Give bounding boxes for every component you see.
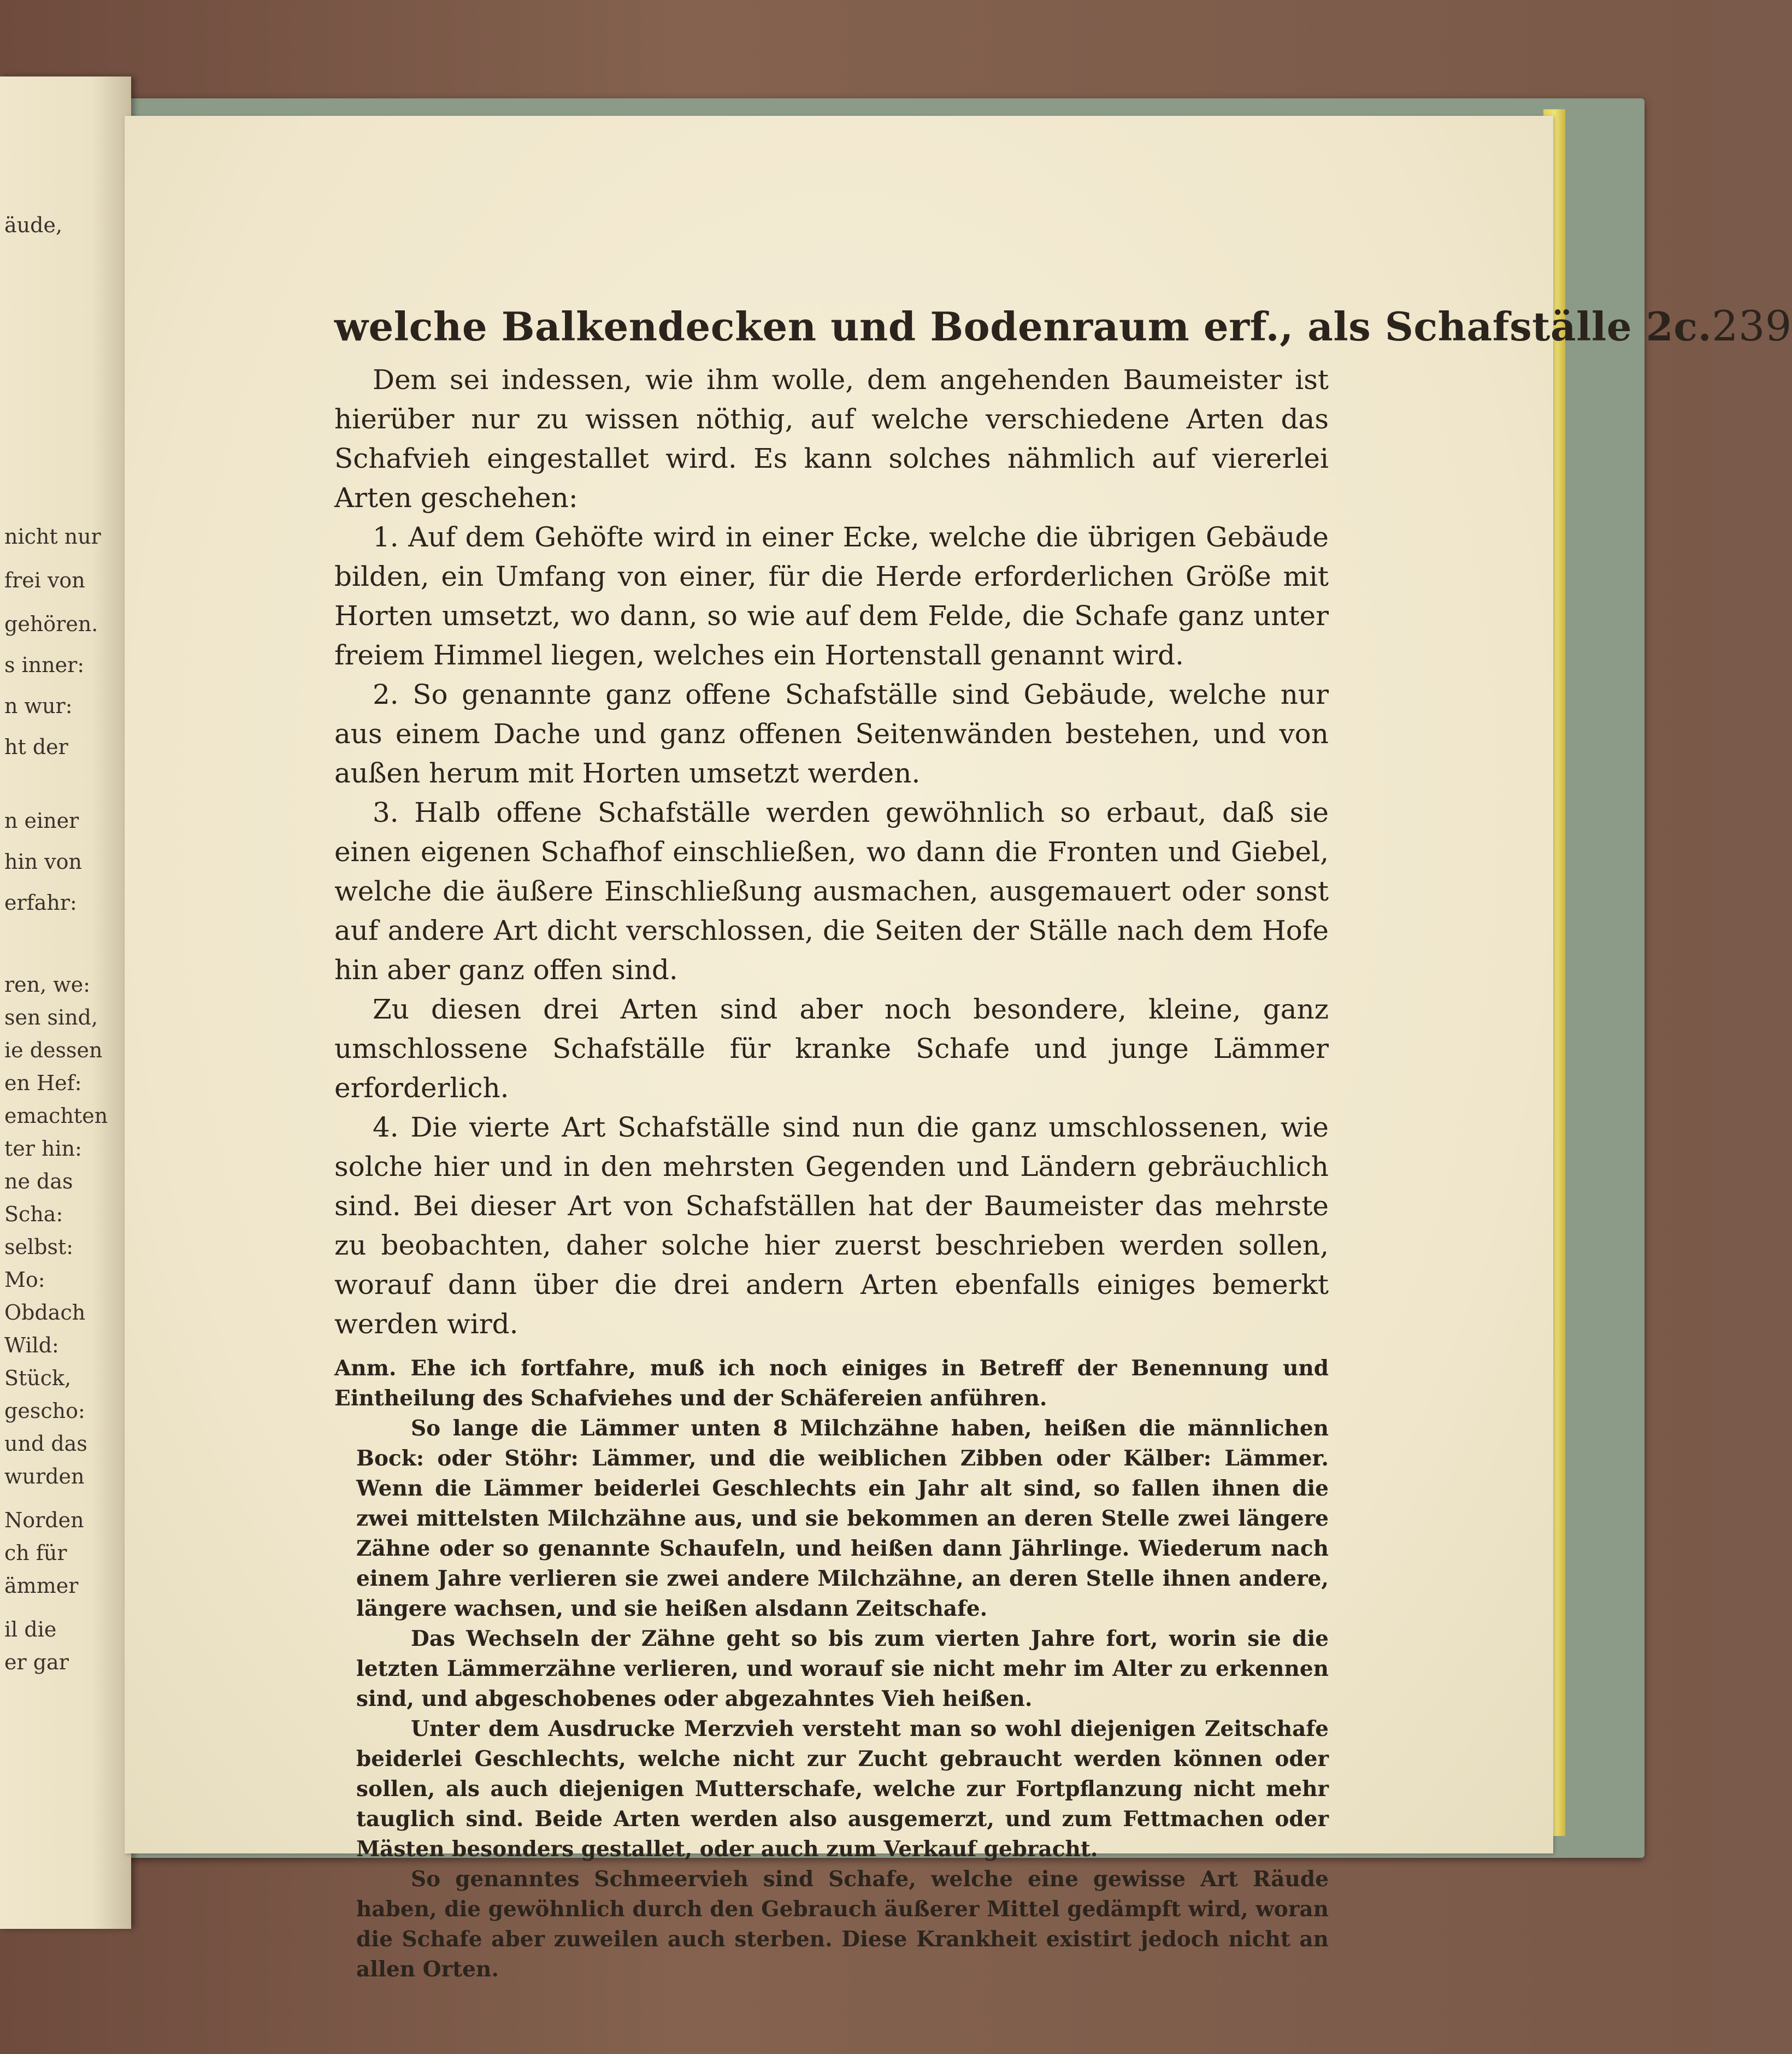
note-body [334, 1414, 1329, 1985]
left-page-fragment: ämmer [4, 1574, 79, 1598]
left-page-fragment: Stück, [4, 1366, 72, 1390]
left-page-fragment: frei von [4, 568, 85, 592]
left-page-fragment: n wur: [4, 694, 73, 718]
left-page-fragment: ch für [4, 1541, 67, 1565]
left-page-fragment: nicht nur [4, 525, 101, 549]
left-page-fragment: s inner: [4, 653, 85, 677]
left-page-fragment: Mo: [4, 1268, 45, 1292]
left-page-fragment: Scha: [4, 1202, 63, 1226]
left-page-fragment: Wild: [4, 1333, 59, 1357]
page-text [334, 302, 1792, 1985]
left-page-fragment: Norden [4, 1508, 84, 1532]
left-page-fragment: äude, [4, 213, 63, 237]
left-page-fragment: ter hin: [4, 1137, 82, 1161]
left-page-fragment: gehören. [4, 612, 98, 636]
paragraph: Dem sei indessen, wie ihm wolle, dem angehenden Baumeister ist hierüber nur zu wissen nöthig, auf welche verschiedene Arten das Schafvieh eingestallet wird. Es kann solches nähmlich auf viererlei Arten geschehen: [334, 364, 1329, 514]
left-page-fragment: ne das [4, 1169, 73, 1193]
paragraph: 3. Halb offene Schafställe werden gewöhnlich so erbaut, daß sie einen eigenen Schafhof einschließen, wo dann die Fronten und Giebel, welche die äußere Einschließung ausmachen, ausgemauert oder sonst auf andere Art dicht verschlossen, die Seiten der Ställe nach dem Hofe hin aber ganz offen sind. [334, 797, 1329, 986]
left-page-fragment: il die [4, 1617, 57, 1641]
paragraph: 4. Die vierte Art Schafställe sind nun die ganz umschlossenen, wie solche hier und in den mehrsten Gegenden und Ländern gebräuchlich sind. Bei dieser Art von Schafställen hat der Baumeister das mehrste zu beobachten, daher solche hier zuerst beschrieben werden sollen, worauf dann über die drei andern Arten ebenfalls einiges bemerkt werden wird. [334, 1111, 1329, 1340]
paragraph: Zu diesen drei Arten sind aber noch besondere, kleine, ganz umschlossene Schafställe für kranke Schafe und junge Lämmer erforderlich. [334, 993, 1329, 1104]
left-page-fragment: Obdach [4, 1300, 86, 1325]
running-header [334, 302, 1792, 350]
left-page-fragment: sen sind, [4, 1005, 98, 1029]
note-paragraph: Das Wechseln der Zähne geht so bis zum vierten Jahre fort, worin sie die letzten Lämmerzähne verlieren, und worauf sie nicht mehr im Alter zu erkennen sind, und abgeschobenes oder abgezahntes Vieh heißen. [356, 1626, 1329, 1711]
header-title: welche Balkendecken und Bodenraum erf., als Schafställe 2c. [334, 303, 1712, 350]
left-page-fragment: wurden [4, 1464, 85, 1488]
left-page-fragment: hin von [4, 850, 82, 874]
left-page-fragment: en Hef: [4, 1071, 82, 1095]
left-page-fragment: er gar [4, 1650, 69, 1674]
note-paragraph: So genanntes Schmeervieh sind Schafe, welche eine gewisse Art Räude haben, die gewöhnlich durch den Gebrauch äußerer Mittel gedämpft wird, woran die Schafe aber zuweilen auch sterben. Diese Krankheit existirt jedoch nicht an allen Orten. [356, 1867, 1329, 1982]
note-paragraph: So lange die Lämmer unten 8 Milchzähne haben, heißen die männlichen Bock: oder Stöhr: Lämmer, und die weiblichen Zibben oder Kälber: Lämmer. Wenn die Lämmer beiderlei Geschlechts ein Jahr alt sind, so fallen ihnen die zwei mittelsten Milchzähne aus, und sie bekommen an deren Stelle zwei längere Zähne oder so genannte Schaufeln, und heißen dann Jährlinge. Wiederum nach einem Jahre verlieren sie zwei andere Milchzähne, an deren Stelle ihnen andere, längere wachsen, und sie heißen alsdann Zeitschafe. [356, 1416, 1329, 1621]
left-page [0, 76, 131, 1929]
left-page-fragment: und das [4, 1432, 87, 1456]
note-heading: Anm. Ehe ich fortfahre, muß ich noch einiges in Betreff der Benennung und Eintheilung des Schafviehes und der Schäfereien anführen. [334, 1356, 1329, 1411]
left-page-fragment: erfahr: [4, 891, 77, 915]
page-number: 239 [1712, 302, 1792, 350]
left-page-fragment: gescho: [4, 1399, 85, 1423]
paragraph: 1. Auf dem Gehöfte wird in einer Ecke, welche die übrigen Gebäude bilden, ein Umfang von einer, für die Herde erforderlichen Größe mit Horten umsetzt, wo dann, so wie auf dem Felde, die Schafe ganz unter freiem Himmel liegen, welches ein Hortenstall genannt wird. [334, 521, 1329, 671]
paragraph: 2. So genannte ganz offene Schafställe sind Gebäude, welche nur aus einem Dache und ganz offenen Seitenwänden bestehen, und von außen herum mit Horten umsetzt werden. [334, 679, 1329, 789]
left-page-fragment: selbst: [4, 1235, 74, 1259]
left-page-fragment: ht der [4, 735, 68, 759]
left-page-fragment: emachten [4, 1104, 108, 1128]
left-page-fragment: ren, we: [4, 973, 91, 997]
note-paragraph: Unter dem Ausdrucke Merzvieh versteht man so wohl diejenigen Zeitschafe beiderlei Geschlechts, welche nicht zur Zucht gebraucht werden können oder sollen, als auch diejenigen Mutterschafe, welche zur Fortpflanzung nicht mehr tauglich sind. Beide Arten werden also ausgemerzt, und zum Fettmachen oder Mästen besonders gestallet, oder auch zum Verkauf gebracht. [356, 1716, 1329, 1862]
left-page-fragment: n einer [4, 809, 79, 833]
left-page-fragment: ie dessen [4, 1038, 103, 1062]
